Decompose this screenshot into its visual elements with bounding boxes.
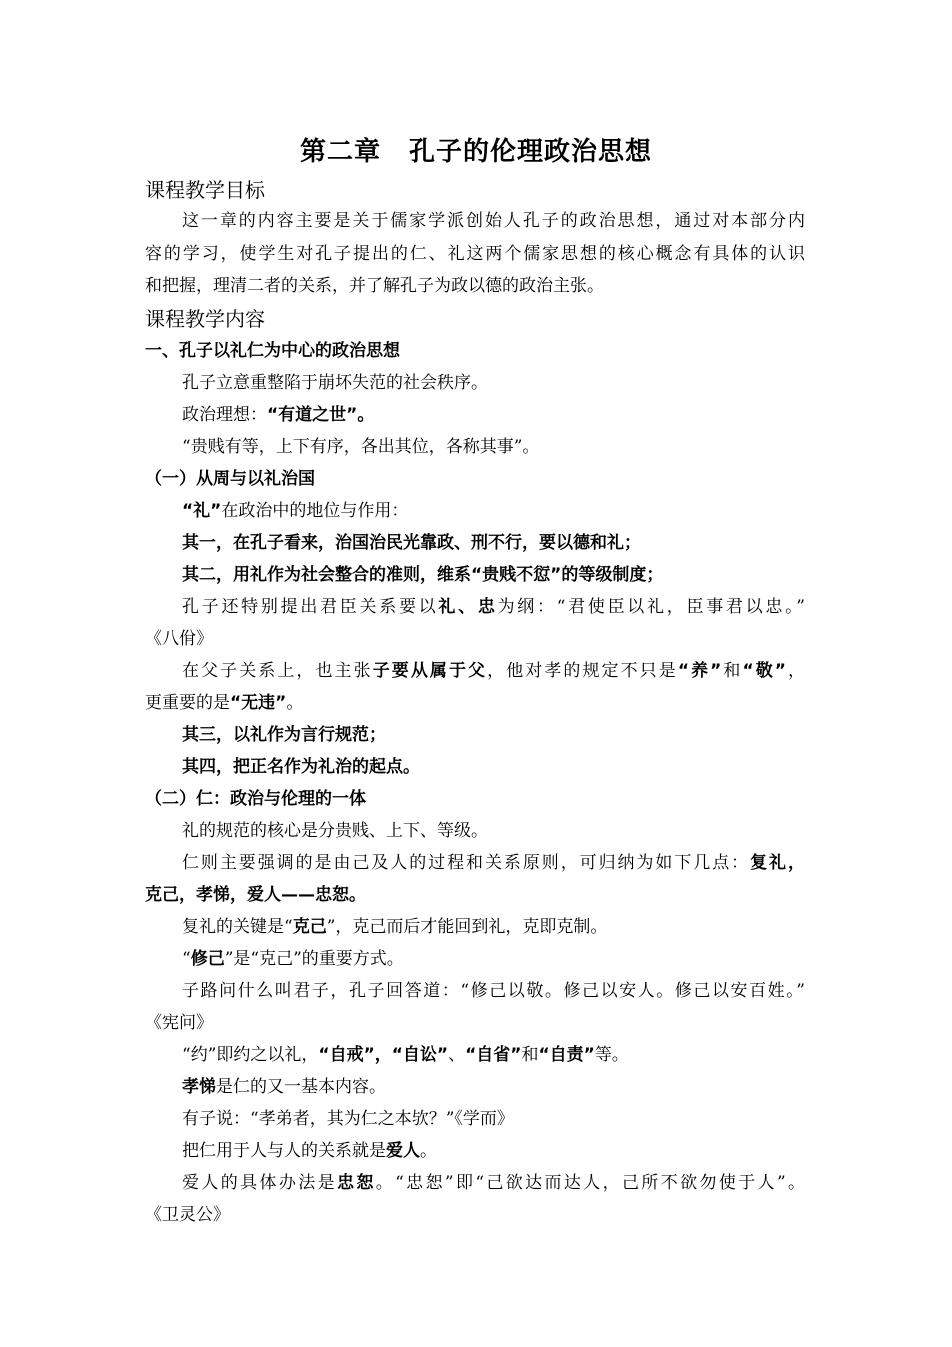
- subsection-2-paragraph: “约”即约之以礼，“自戒”，“自讼”、“自省”和“自责”等。: [182, 1045, 629, 1065]
- section-1-paragraph: 孔子立意重整陷于崩坏失范的社会秩序。: [182, 373, 488, 393]
- subsection-2-paragraph: 孝悌是仁的又一基本内容。: [182, 1077, 386, 1097]
- goals-line-2: 容的学习，使学生对孔子提出的仁、礼这两个儒家思想的核心概念有具体的认识: [145, 244, 805, 264]
- subsection-2-paragraph: 有子说：“孝弟者，其为仁之本欤？”《学而》: [182, 1109, 514, 1129]
- goals-line-3: 和把握，理清二者的关系，并了解孔子为政以德的政治主张。: [145, 276, 604, 296]
- content-heading: 课程教学内容: [145, 307, 265, 331]
- subsection-2-paragraph: 爱人的具体办法是忠恕。“忠恕”即“己欲达而达人，己所不欲勿使于人”。: [182, 1173, 806, 1193]
- subsection-1-point: 其一，在孔子看来，治国治民光靠政、刑不行，要以德和礼；: [182, 533, 641, 553]
- subsection-1-paragraph: 在父子关系上，也主张子要从属于父，他对孝的规定不只是“养”和“敬”，: [182, 661, 806, 681]
- subsection-2-paragraph: 把仁用于人与人的关系就是爱人。: [182, 1141, 437, 1161]
- subsection-1-point: 其二，用礼作为社会整合的准则，维系“贵贱不愆”的等级制度；: [182, 565, 664, 585]
- subsection-1-paragraph: “礼”在政治中的地位与作用：: [182, 501, 409, 521]
- subsection-2-paragraph: 礼的规范的核心是分贵贱、上下、等级。: [182, 821, 488, 841]
- subsection-2-paragraph: 子路问什么叫君子，孔子回答道：“修己以敬。修己以安人。修己以安百姓。”: [182, 981, 805, 1001]
- subsection-1-paragraph: 孔子还特别提出君臣关系要以礼、忠为纲：“君使臣以礼，臣事君以忠。”: [182, 597, 805, 617]
- subsection-2-paragraph: 克己，孝悌，爱人——忠恕。: [145, 885, 366, 905]
- chapter-title: 第二章 孔子的伦理政治思想: [299, 137, 653, 167]
- subsection-2-paragraph: “修己”是“克己”的重要方式。: [182, 949, 404, 969]
- subsection-1-paragraph: 更重要的是“无违”。: [145, 693, 304, 713]
- section-1-heading: 一、孔子以礼仁为中心的政治思想: [145, 341, 400, 361]
- citation: 《宪问》: [145, 1013, 213, 1033]
- citation: 《卫灵公》: [145, 1205, 230, 1225]
- goals-heading: 课程教学目标: [145, 178, 265, 202]
- citation: 《八佾》: [145, 629, 213, 649]
- subsection-1-point: 其三，以礼作为言行规范；: [182, 725, 386, 745]
- section-1-paragraph: 政治理想：“有道之世”。: [182, 405, 375, 425]
- subsection-2-paragraph: 复礼的关键是“克己”，克己而后才能回到礼，克即克制。: [182, 917, 608, 937]
- section-1-quote: “贵贱有等，上下有序，各出其位，各称其事”。: [182, 437, 540, 457]
- goals-line-1: 这一章的内容主要是关于儒家学派创始人孔子的政治思想，通过对本部分内: [182, 211, 805, 231]
- subsection-2-heading: （二）仁：政治与伦理的一体: [145, 789, 366, 809]
- subsection-1-point: 其四，把正名作为礼治的起点。: [182, 757, 420, 777]
- subsection-2-paragraph: 仁则主要强调的是由己及人的过程和关系原则，可归纳为如下几点：复礼，: [182, 853, 805, 873]
- subsection-1-heading: （一）从周与以礼治国: [145, 469, 315, 489]
